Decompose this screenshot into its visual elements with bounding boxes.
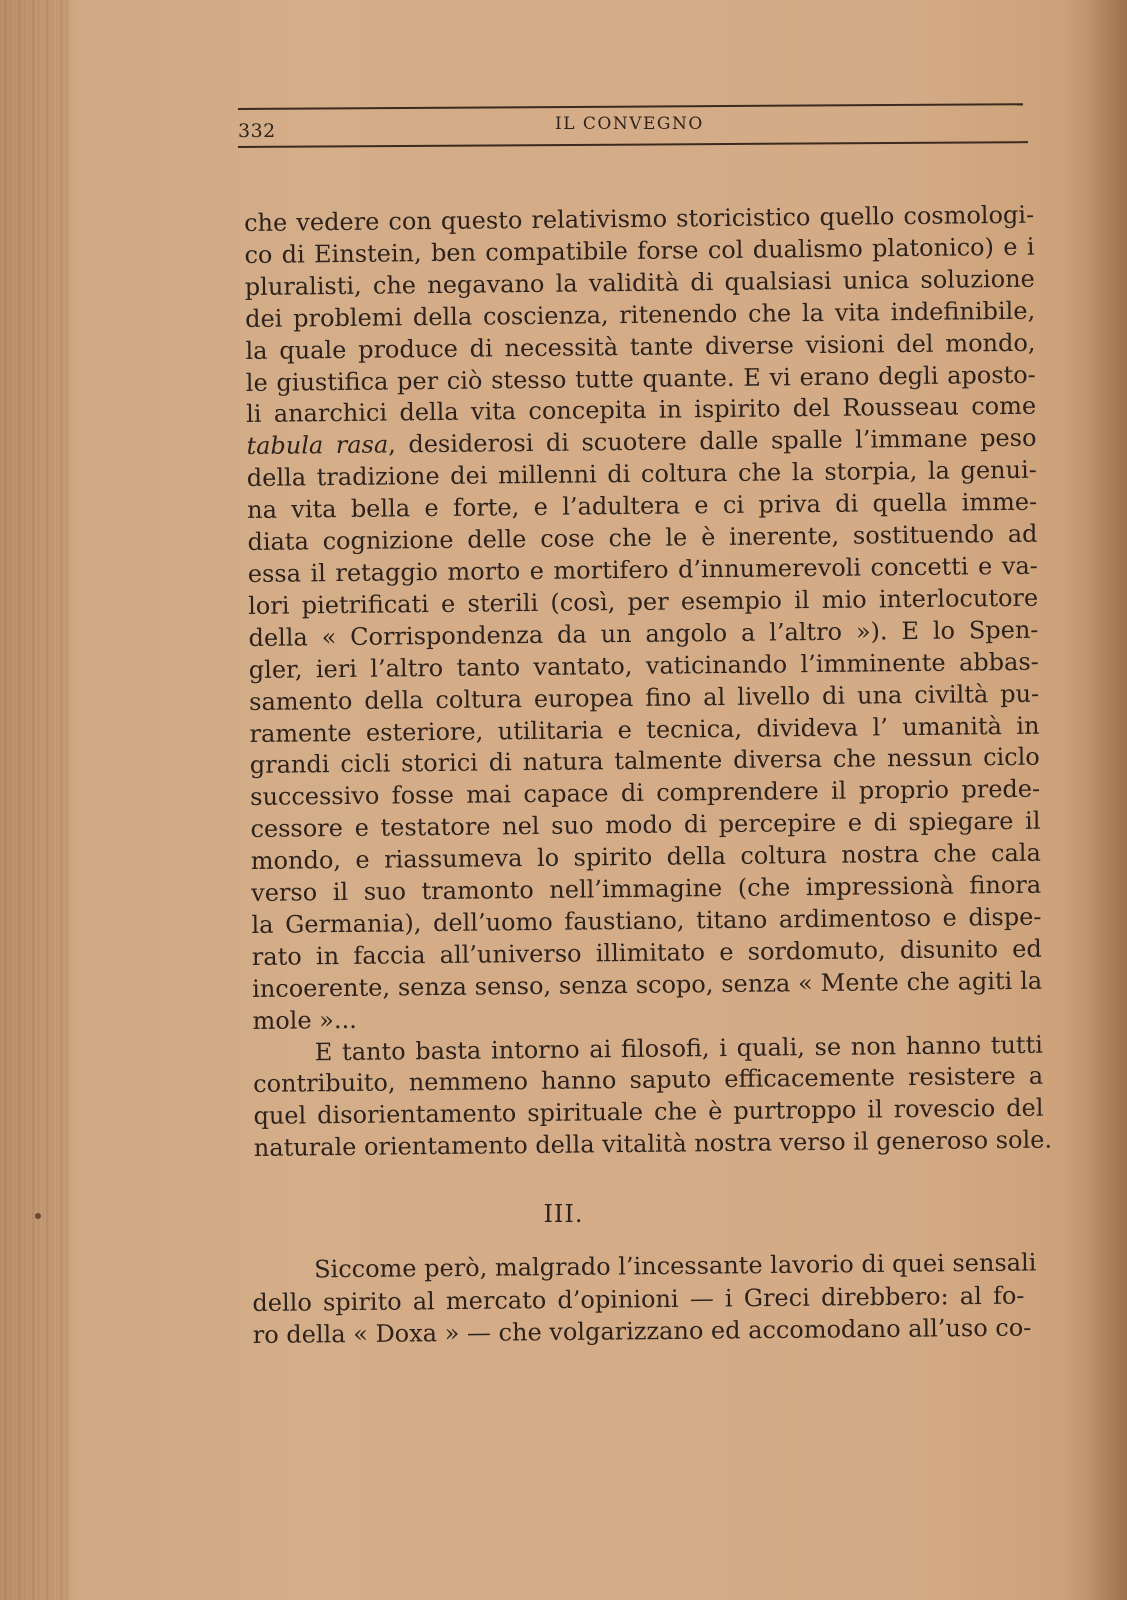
page-number: 332 <box>238 120 276 142</box>
text-line: li anarchici della vita concepita in ispirito del Rousseau come <box>246 392 1037 429</box>
section-heading: III. <box>543 1200 584 1228</box>
text-line: na vita bella e forte, e l’adultera e ci priva di quella imme- <box>247 487 1038 525</box>
header-rule-bottom <box>238 141 1028 148</box>
text-line: samento della coltura europea fino al livello di una civiltà pu- <box>249 679 1040 716</box>
text-line: dei problemi della coscienza, ritenendo che la vita indefinibile, <box>245 296 1036 333</box>
body-text <box>244 200 1053 1165</box>
text-line: la Germania), dell’uomo faustiano, titano ardimentoso e dispe- <box>251 902 1042 939</box>
text-line: Siccome però, malgrado l’incessante lavorio di quei sensali <box>314 1248 1037 1284</box>
header-rule-top <box>238 103 1023 110</box>
text-line: successivo fosse mai capace di comprendere il proprio prede- <box>250 775 1041 812</box>
text-line: contribuito, nemmeno hanno saputo efficacemente resistere a <box>253 1062 1044 1099</box>
text-line: dello spirito al mercato d’opinioni — i Greci direbbero: al fo- <box>252 1281 1025 1317</box>
text-line: incoerente, senza senso, senza scopo, senza « Mente che agiti la <box>252 966 1043 1003</box>
page-header <box>238 96 1028 158</box>
text-line: lori pietrificati e sterili (così, per esempio il mio interlocutore <box>248 583 1039 620</box>
text-line: della tradizione dei millenni di coltura che la storpia, la genui- <box>246 455 1037 493</box>
text-line: co di Einstein, ben compatibile forse col dualismo platonico) e i <box>244 232 1035 269</box>
text-line: E tanto basta intorno ai filosofi, i quali, se non hanno tutti <box>314 1030 1043 1066</box>
text-line: quel disorientamento spirituale che è purtroppo il rovescio del <box>253 1094 1044 1131</box>
text-line: ro della « Doxa » — che volgarizzano ed accomodano all’uso co- <box>252 1313 1032 1349</box>
text-line: ramente esteriore, utilitaria e tecnica, divideva l’ umanità in <box>249 711 1040 748</box>
text-line: della « Corrispondenza da un angolo a l’altro »). E lo Spen- <box>248 615 1039 652</box>
text-line: cessore e testatore nel suo modo di percepire e di spiegare il <box>250 806 1041 844</box>
text-line: grandi cicli storici di natura talmente diversa che nessun ciclo <box>249 743 1040 780</box>
text-line: le giustifica per ciò stesso tutte quante. E vi erano degli aposto- <box>245 360 1036 397</box>
text-line: mole »... <box>252 1005 357 1035</box>
text-line: essa il retaggio morto e mortifero d’innumerevoli concetti e va- <box>247 551 1038 588</box>
text-line: pluralisti, che negavano la validità di qualsiasi unica soluzione <box>244 264 1035 301</box>
body-text-section-3 <box>252 1247 1037 1352</box>
text-line: gler, ieri l’altro tanto vantato, vaticinando l’imminente abbas- <box>248 647 1039 684</box>
text-line: diata cognizione delle cose che le è inerente, sostituendo ad <box>247 519 1038 557</box>
binding-shadow <box>1087 0 1127 1600</box>
text-line: tabula rasa, desiderosi di scuotere dalle spalle l’immane peso <box>246 424 1037 461</box>
text-line: la quale produce di necessità tante diverse visioni del mondo, <box>245 328 1036 365</box>
text-line: che vedere con questo relativismo storicistico quello cosmologi- <box>244 200 1035 237</box>
italic-phrase: tabula rasa <box>246 430 389 461</box>
running-head: IL CONVEGNO <box>555 114 704 134</box>
text-line: rato in faccia all’universo illimitato e sordomuto, disunito ed <box>251 934 1042 971</box>
text-line: verso il suo tramonto nell’immagine (che impressionà finora <box>251 870 1042 907</box>
text-line: naturale orientamento della vitalità nostra verso il generoso sole. <box>253 1125 1053 1163</box>
page-stack-edge <box>0 0 70 1600</box>
text-line: mondo, e riassumeva lo spirito della coltura nostra che cala <box>250 838 1041 876</box>
